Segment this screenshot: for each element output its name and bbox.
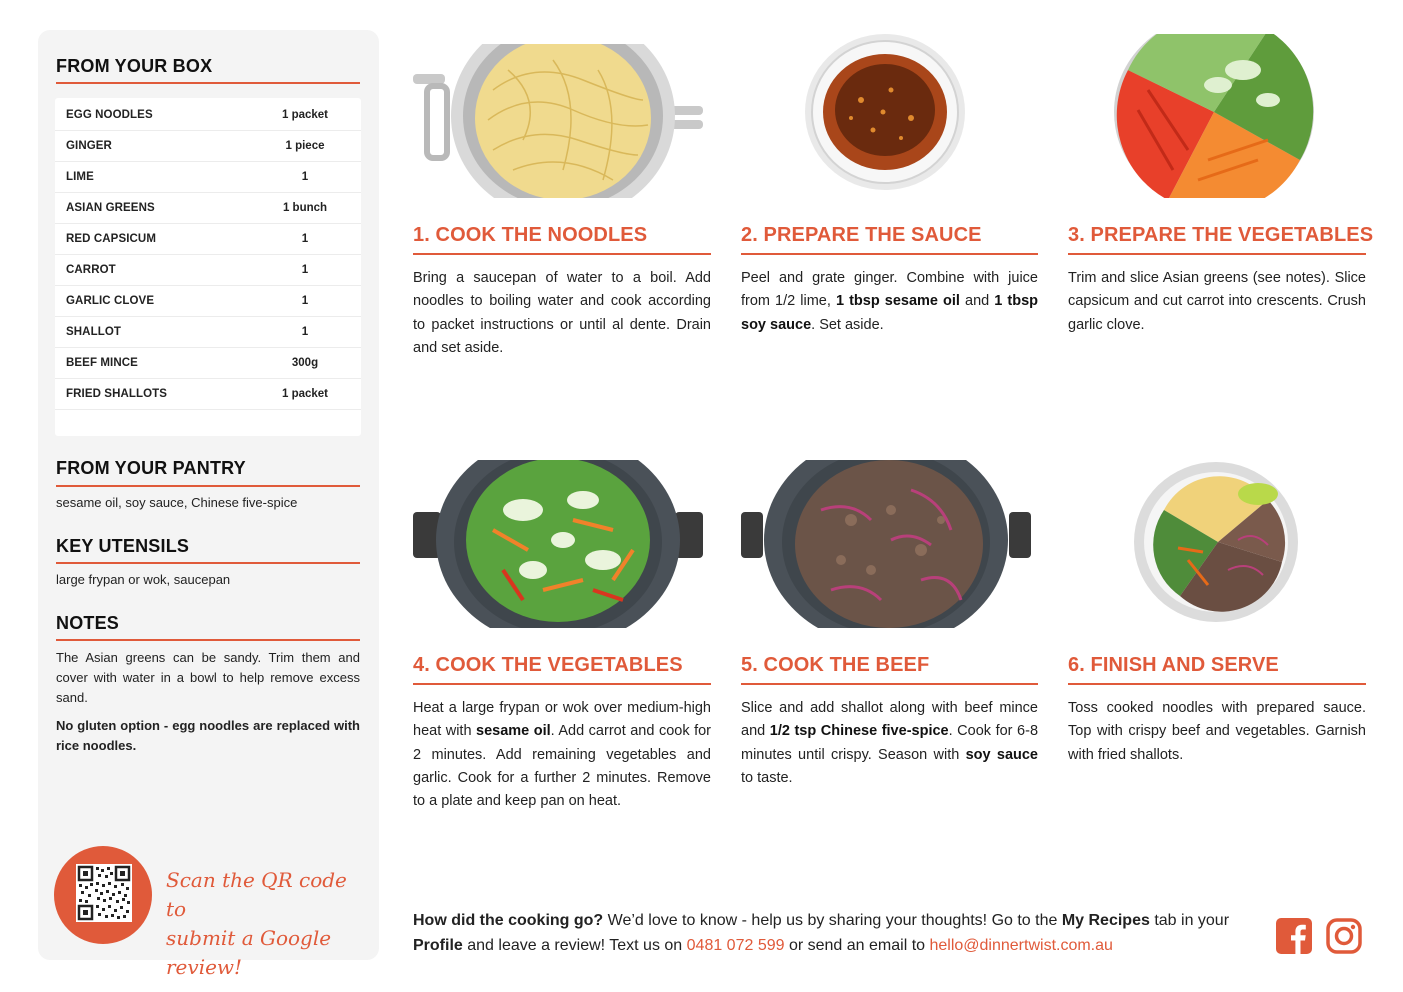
text-run: Slice and add shallot along with beef mince and — [741, 700, 1038, 740]
step-title: 3. PREPARE THE VEGETABLES — [1068, 224, 1374, 246]
ingredient-name: SHALLOT — [66, 326, 121, 338]
gluten-note: No gluten option - egg noodles are replaced with rice noodles. — [56, 718, 360, 753]
text-run: and — [959, 293, 995, 310]
text-run: Peel and grate ginger. Combine with juice from 1/2 lime, — [741, 270, 1038, 310]
text-run: Trim and slice Asian greens (see notes). Slice capsicum and cut carrot into crescents. Crush garlic clove. — [1068, 270, 1366, 333]
text-run: and leave a review! Text us on — [462, 937, 687, 954]
step-body — [1068, 267, 1366, 337]
step-title: 2. PREPARE THE SAUCE — [741, 224, 982, 246]
ingredient-row — [55, 162, 361, 193]
bold-text: soy sauce — [965, 746, 1038, 763]
ingredient-name: GARLIC CLOVE — [66, 295, 155, 307]
qr-tagline — [166, 866, 366, 982]
pantry-text: sesame oil, soy sauce, Chinese five-spice — [56, 495, 298, 510]
ingredient-name: LIME — [66, 171, 94, 183]
ingredient-row — [55, 100, 361, 131]
divider — [56, 562, 360, 564]
ingredient-qty: 1 packet — [281, 109, 329, 121]
review-prompt — [413, 908, 1263, 958]
text-run: We’d love to know - help us by sharing your thoughts! Go to the — [603, 912, 1062, 929]
ingredient-name: EGG NOODLES — [66, 109, 153, 121]
pantry-heading: FROM YOUR PANTRY — [56, 458, 246, 478]
divider — [1068, 683, 1366, 685]
from-box-heading: FROM YOUR BOX — [56, 56, 213, 76]
step-title: 5. COOK THE BEEF — [741, 654, 930, 676]
text-run: . Set aside. — [811, 316, 884, 333]
ingredient-qty: 1 bunch — [282, 202, 328, 214]
divider — [741, 253, 1038, 255]
step-body — [413, 267, 711, 360]
text-run: tab in your — [1149, 912, 1230, 929]
ingredient-qty: 1 — [301, 326, 309, 338]
finished-bowl-photo — [1068, 460, 1358, 628]
ingredient-row — [55, 379, 361, 410]
text-run: Toss cooked noodles with prepared sauce. Top with crispy beef and vegetables. Garnish with fried shallots. — [1068, 700, 1366, 763]
ingredient-name: ASIAN GREENS — [66, 202, 155, 214]
bold-text: My Recipes — [1061, 912, 1150, 929]
notes-heading: NOTES — [56, 613, 120, 633]
bold-text: Profile — [413, 937, 463, 954]
ingredient-qty: 300g — [291, 357, 319, 369]
utensils-heading: KEY UTENSILS — [56, 536, 190, 556]
facebook-icon[interactable] — [1276, 918, 1312, 954]
beef-wok-photo — [741, 460, 1031, 628]
divider — [413, 253, 711, 255]
utensils-text: large frypan or wok, saucepan — [56, 572, 231, 587]
step-body — [741, 267, 1038, 337]
text-run: . Add carrot and cook for 2 minutes. Add remaining vegetables and garlic. Cook for a further 2 minutes. Remove to a plate and keep pan on heat. — [413, 723, 711, 810]
qr-icon — [76, 864, 132, 922]
notes-text: The Asian greens can be sandy. Trim them and cover with water in a bowl to help remove excess sand. — [56, 650, 360, 705]
ingredient-row — [55, 131, 361, 162]
ingredient-name: CARROT — [66, 264, 116, 276]
divider — [741, 683, 1038, 685]
qr-tagline-line: submit a Google review! — [166, 926, 332, 979]
qr-tagline-line: Scan the QR code to — [166, 868, 347, 921]
step-body — [413, 697, 711, 813]
sauce-bowl-photo — [741, 30, 1031, 198]
ingredients-table — [55, 98, 361, 436]
ingredient-row — [55, 193, 361, 224]
bold-text: 1 tbsp sesame oil — [835, 293, 960, 310]
divider — [413, 683, 711, 685]
ingredient-row — [55, 255, 361, 286]
noodles-pot-photo — [413, 30, 703, 198]
instagram-icon[interactable] — [1326, 918, 1362, 954]
ingredient-name: GINGER — [66, 140, 112, 152]
bold-text: 1/2 tsp Chinese five-spice — [769, 723, 949, 740]
ingredient-row — [55, 317, 361, 348]
ingredient-qty: 1 — [301, 295, 309, 307]
text-run: to taste. — [741, 769, 793, 786]
contact-link[interactable]: hello@dinnertwist.com.au — [929, 937, 1113, 954]
ingredient-qty: 1 packet — [281, 388, 329, 400]
text-run: or send an email to — [784, 937, 930, 954]
qr-code[interactable] — [54, 846, 152, 944]
text-run: Heat a large frypan or wok over medium-high heat with — [413, 700, 711, 740]
sidebar — [38, 30, 379, 979]
ingredient-qty: 1 — [301, 264, 309, 276]
ingredient-name: BEEF MINCE — [66, 357, 138, 369]
ingredient-row — [55, 348, 361, 379]
bold-text: How did the cooking go? — [413, 912, 604, 929]
vegetables-bowl-photo — [1068, 30, 1358, 198]
ingredient-qty: 1 piece — [285, 140, 325, 152]
ingredient-qty: 1 — [301, 233, 309, 245]
vegetables-wok-photo — [413, 460, 703, 628]
contact-link[interactable]: 0481 072 599 — [686, 937, 785, 954]
step-title: 6. FINISH AND SERVE — [1068, 654, 1279, 676]
step-body — [741, 697, 1038, 790]
step-body — [1068, 697, 1366, 767]
ingredient-qty: 1 — [301, 171, 309, 183]
ingredient-name: RED CAPSICUM — [66, 233, 157, 245]
divider — [1068, 253, 1366, 255]
ingredient-row — [55, 286, 361, 317]
text-run: . Cook for 6-8 minutes until crispy. Season with — [741, 723, 1039, 763]
divider — [56, 82, 360, 84]
bold-text: 1 tbsp soy sauce — [741, 293, 1039, 333]
divider — [56, 485, 360, 487]
step-title: 1. COOK THE NOODLES — [413, 224, 648, 246]
ingredient-row — [55, 224, 361, 255]
divider — [56, 639, 360, 641]
text-run: Bring a saucepan of water to a boil. Add noodles to boiling water and cook according to packet instructions or until al dente. Drain and set aside. — [413, 270, 711, 356]
bold-text: sesame oil — [476, 723, 551, 740]
ingredient-name: FRIED SHALLOTS — [66, 388, 168, 400]
step-title: 4. COOK THE VEGETABLES — [413, 654, 683, 676]
